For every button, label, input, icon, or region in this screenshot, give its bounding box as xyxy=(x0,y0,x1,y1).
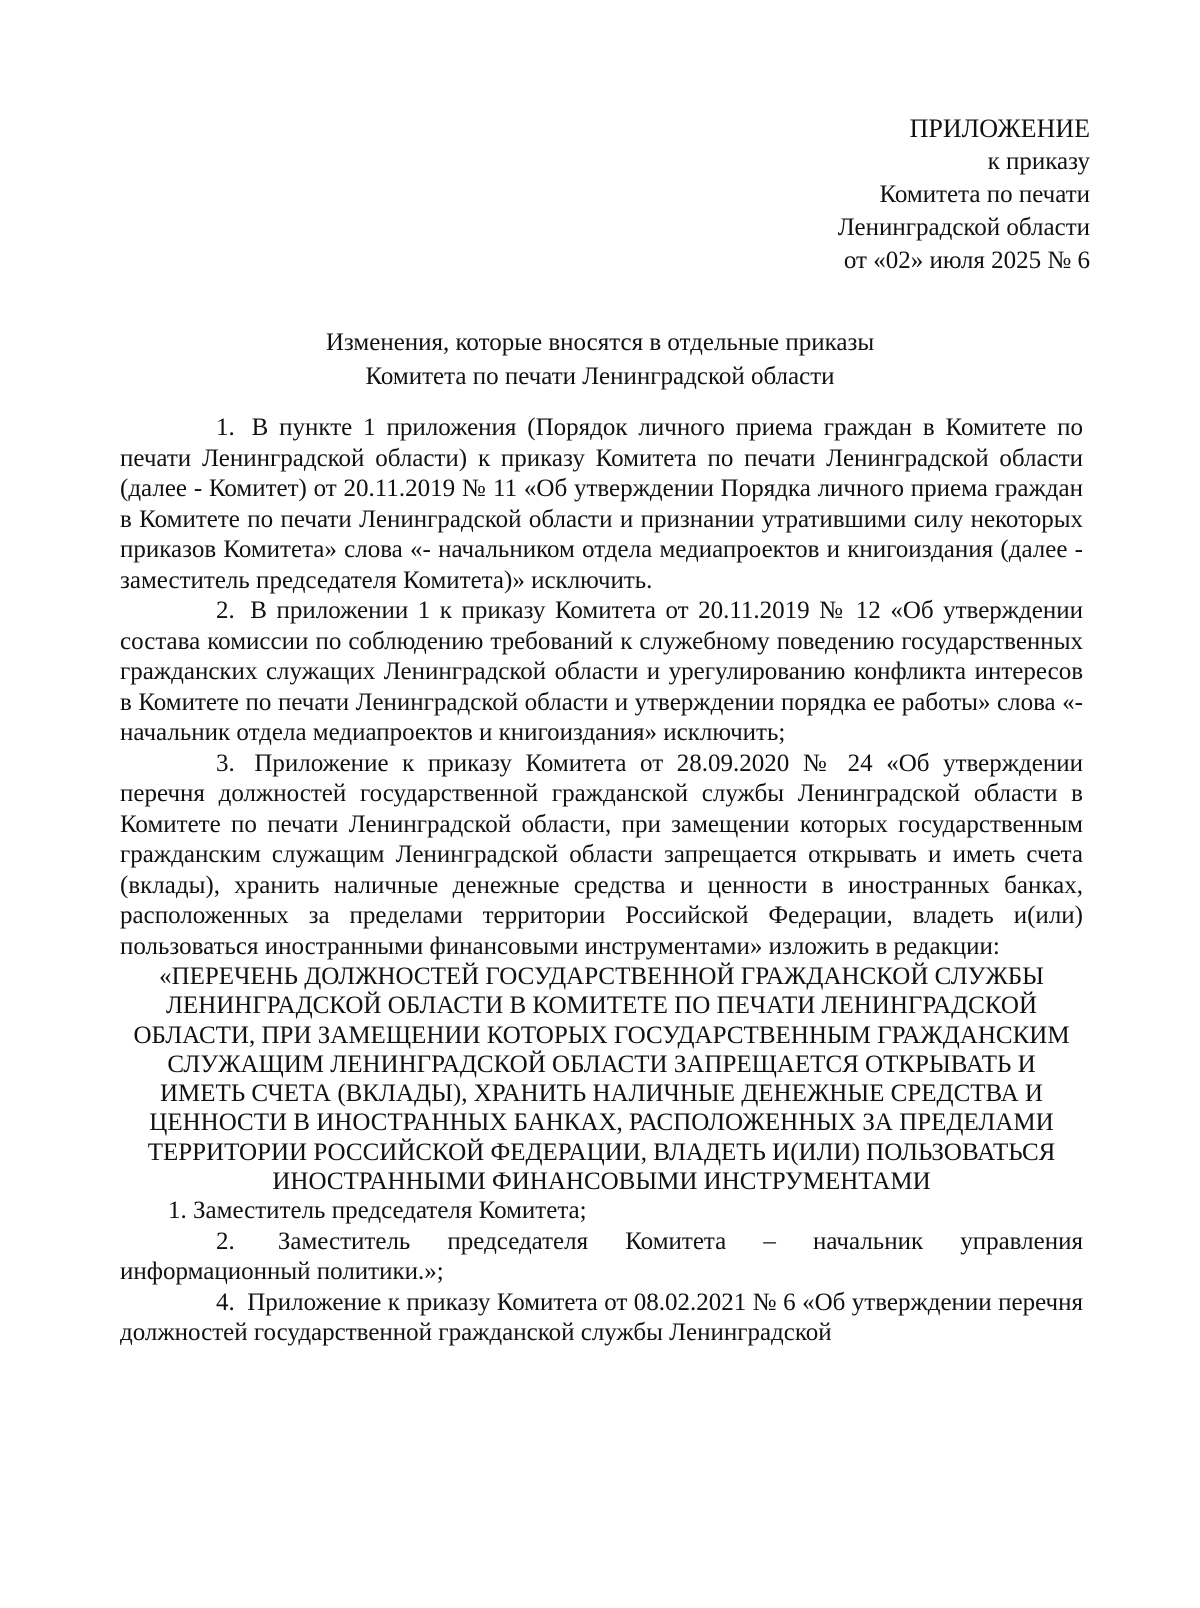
list-item xyxy=(120,1196,1083,1227)
appendix-date-line: от «02» июля 2025 № 6 xyxy=(843,247,1090,274)
appendix-heading: ПРИЛОЖЕНИЕ xyxy=(909,114,1090,143)
appendix-block xyxy=(838,112,1090,277)
document-body xyxy=(120,413,1083,1349)
paragraph-number: 2. xyxy=(216,597,235,624)
list-item xyxy=(120,1227,1083,1288)
list-item-text: Заместитель председателя Комитета – начальник управления информационный политики.»; xyxy=(120,1227,1083,1286)
paragraph-number: 1. xyxy=(216,414,235,441)
title-line: Изменения, которые вносятся в отдельные приказы xyxy=(325,329,875,356)
paragraph-text: Приложение к приказу Комитета от 28.09.2020 № 24 «Об утверждении перечня должностей государственной гражданской службы Ленинградской области в Комитете по печати Ленинградской области, при замещении которых государственным гражданским служащим Ленинградской области запрещается открывать и иметь счета (вклады), хранить наличные денежные средства и ценности в иностранных банках, расположенных за пределами территории Российской Федерации, владеть и(или) пользоваться иностранными финансовыми инструментами» изложить в редакции: xyxy=(120,749,1084,960)
list-heading-caps: «ПЕРЕЧЕНЬ ДОЛЖНОСТЕЙ ГОСУДАРСТВЕННОЙ ГРАЖДАНСКОЙ СЛУЖБЫ ЛЕНИНГРАДСКОЙ ОБЛАСТИ В КОМИТЕТЕ ПО ПЕЧАТИ ЛЕНИНГРАДСКОЙ ОБЛАСТИ, ПРИ ЗАМЕЩЕНИИ КОТОРЫХ ГОСУДАРСТВЕННЫМ ГРАЖДАНСКИМ СЛУЖАЩИМ ЛЕНИНГРАДСКОЙ ОБЛАСТИ ЗАПРЕЩАЕТСЯ ОТКРЫВАТЬ И ИМЕТЬ СЧЕТА (ВКЛАДЫ), ХРАНИТЬ НАЛИЧНЫЕ ДЕНЕЖНЫЕ СРЕДСТВА И ЦЕННОСТИ В ИНОСТРАННЫХ БАНКАХ, РАСПОЛОЖЕННЫХ ЗА ПРЕДЕЛАМИ ТЕРРИТОРИИ РОССИЙСКОЙ ФЕДЕРАЦИИ, ВЛАДЕТЬ И(ИЛИ) ПОЛЬЗОВАТЬСЯ ИНОСТРАННЫМИ ФИНАНСОВЫМИ ИНСТРУМЕНТАМИ xyxy=(133,963,1070,1196)
list-item-number: 1. xyxy=(168,1197,187,1225)
paragraph xyxy=(120,1288,1083,1349)
appendix-line: Комитета по печати xyxy=(879,181,1090,208)
paragraph-number: 3. xyxy=(216,749,235,777)
paragraph-text: В приложении 1 к приказу Комитета от 20.11.2019 № 12 «Об утверждении состава комиссии по соблюдению требований к служебному поведению государственных гражданских служащих Ленинградской области и урегулированию конфликта интересов в Комитете по печати Ленинградской области и утверждении порядка ее работы» слова «- начальник отдела медиапроектов и книгоиздания» исключить; xyxy=(120,597,1084,746)
list-item-number: 2. xyxy=(216,1227,235,1255)
paragraph xyxy=(120,749,1083,963)
paragraph xyxy=(120,413,1083,596)
appendix-line: к приказу xyxy=(987,148,1090,175)
paragraph-number: 4. xyxy=(216,1288,235,1316)
document-title xyxy=(120,326,1080,394)
paragraph-text: Приложение к приказу Комитета от 08.02.2021 № 6 «Об утверждении перечня должностей государственной гражданской службы Ленинградской xyxy=(120,1288,1084,1347)
list-item-text: Заместитель председателя Комитета; xyxy=(193,1197,587,1225)
paragraph xyxy=(120,596,1083,749)
paragraph-text: В пункте 1 приложения (Порядок личного приема граждан в Комитете по печати Ленинградской области) к приказу Комитета по печати Ленинградской области (далее - Комитет) от 20.11.2019 № 11 «Об утверждении Порядка личного приема граждан в Комитете по печати Ленинградской области и признании утратившими силу некоторых приказов Комитета» слова «- начальником отдела медиапроектов и книгоиздания (далее - заместитель председателя Комитета)» исключить. xyxy=(120,414,1084,594)
appendix-line: Ленинградской области xyxy=(837,214,1090,241)
title-line: Комитета по печати Ленинградской области xyxy=(365,363,835,390)
